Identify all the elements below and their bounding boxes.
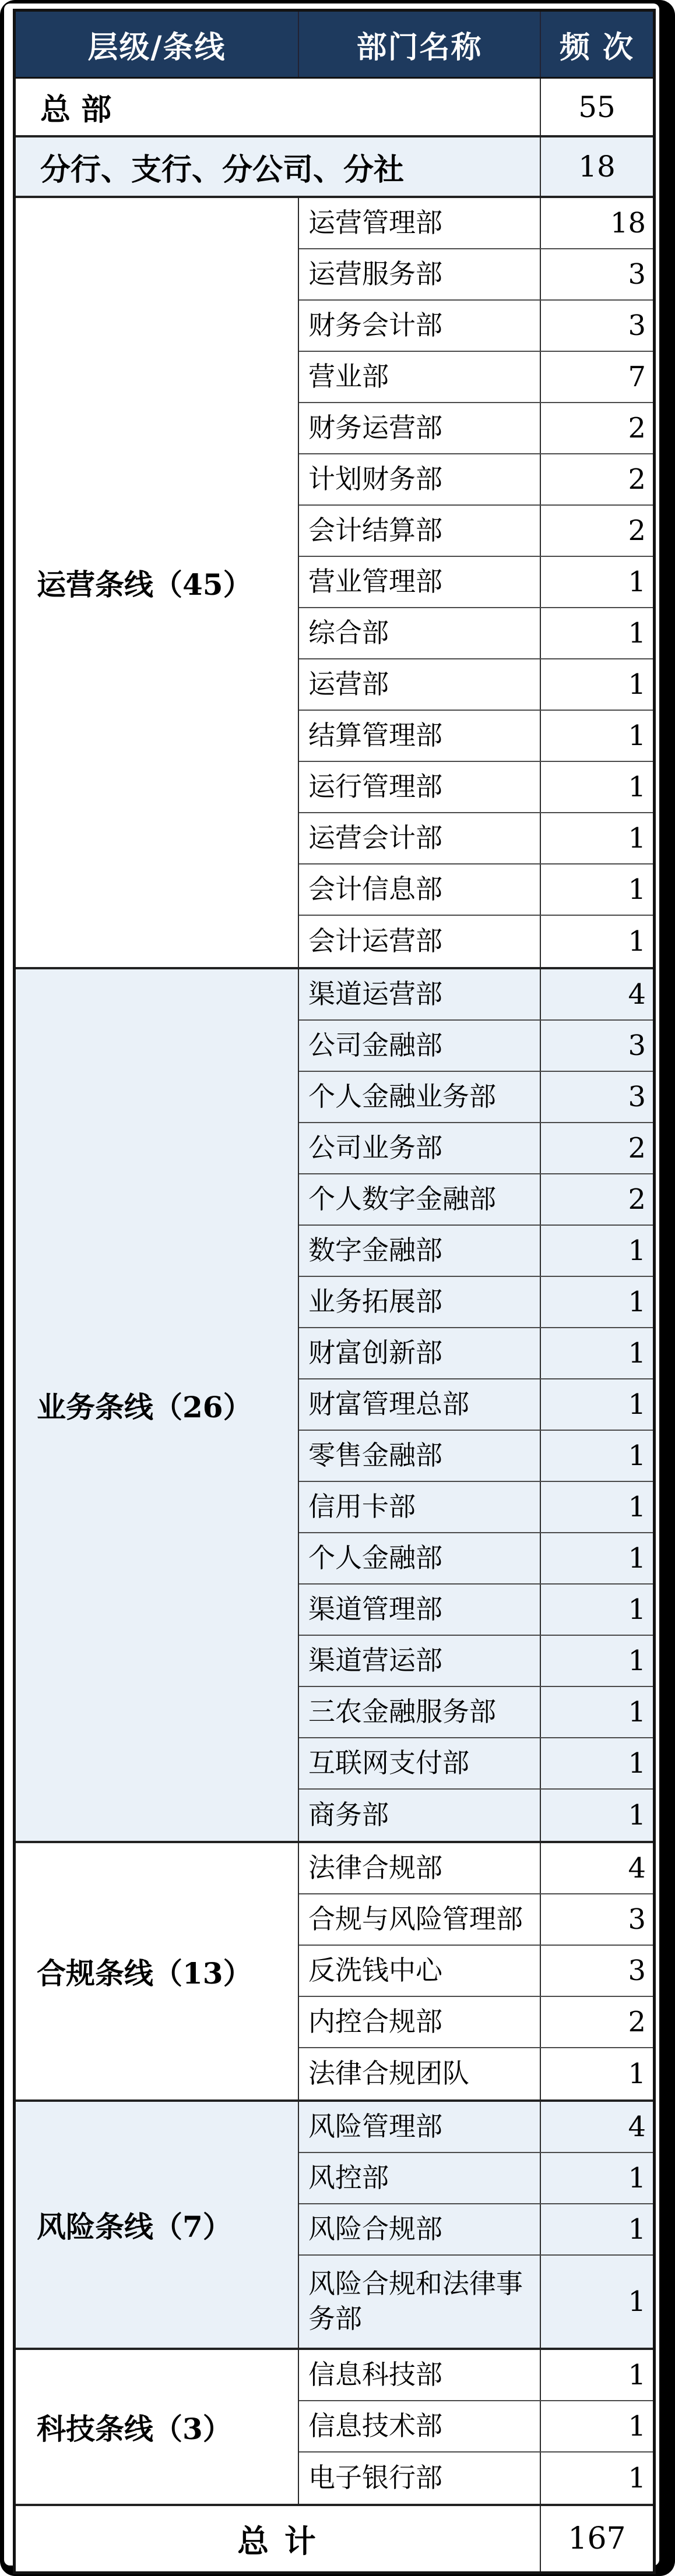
department-row	[299, 1021, 653, 1072]
department-row	[299, 2453, 653, 2504]
header-cell-frequency: 频 次	[559, 29, 635, 65]
frequency-cell: 1	[628, 1799, 646, 1832]
department-name-cell: 个人金融业务部	[299, 1072, 541, 1122]
frequency-cell: 2	[628, 1132, 646, 1165]
department-name-cell: 运营部	[299, 659, 541, 710]
line-section	[16, 1843, 653, 2102]
department-row	[299, 2256, 653, 2348]
header-cell-level-line: 层级/条线	[16, 12, 299, 77]
department-name-cell: 运营会计部	[299, 813, 541, 863]
header-cell-department-name: 部门名称	[299, 12, 541, 77]
department-row	[299, 969, 653, 1021]
department-row	[299, 659, 653, 711]
frequency-cell: 3	[628, 1954, 646, 1987]
department-name-cell: 商务部	[299, 1790, 541, 1841]
frequency-cell: 2	[628, 514, 646, 547]
department-name-cell: 风险管理部	[299, 2102, 541, 2152]
frequency-cell: 3	[628, 1029, 646, 1062]
frequency-cell: 1	[628, 873, 646, 906]
frequency-cell: 3	[628, 1903, 646, 1936]
department-row	[299, 1636, 653, 1687]
frequency-cell: 1	[628, 1645, 646, 1677]
department-row	[299, 557, 653, 608]
frequency-cell: 1	[628, 2058, 646, 2090]
department-row	[299, 1072, 653, 1123]
frequency-cell: 1	[628, 617, 646, 650]
department-name-cell: 财务会计部	[299, 301, 541, 351]
department-row	[299, 1997, 653, 2048]
department-row	[299, 864, 653, 916]
frequency-cell: 1	[628, 1388, 646, 1421]
frequency-cell: 3	[628, 1081, 646, 1113]
line-section	[16, 2102, 653, 2350]
department-row	[299, 403, 653, 454]
department-name-cell: 运营管理部	[299, 198, 541, 248]
department-name-cell: 三农金融服务部	[299, 1687, 541, 1737]
frequency-cell: 1	[628, 2359, 646, 2391]
frequency-cell: 4	[628, 978, 646, 1011]
department-name-cell: 公司金融部	[299, 1021, 541, 1071]
merged-level-row	[16, 137, 653, 198]
department-name-cell: 财富创新部	[299, 1328, 541, 1378]
line-department-rows	[299, 1843, 653, 2099]
department-name-cell: 公司业务部	[299, 1123, 541, 1173]
department-name-cell: 渠道管理部	[299, 1585, 541, 1635]
line-section	[16, 2350, 653, 2506]
department-row	[299, 2401, 653, 2453]
frequency-cell: 55	[578, 90, 616, 124]
department-row	[299, 2102, 653, 2153]
department-row	[299, 249, 653, 301]
department-name-cell: 风控部	[299, 2153, 541, 2203]
department-row	[299, 1738, 653, 1790]
frequency-cell: 4	[628, 2111, 646, 2143]
department-row	[299, 1790, 653, 1841]
department-row	[299, 1585, 653, 1636]
frequency-cell: 18	[578, 150, 616, 184]
department-name-cell: 运行管理部	[299, 762, 541, 812]
department-name-cell: 信息科技部	[299, 2350, 541, 2400]
grand-total-row	[16, 2506, 653, 2571]
department-row	[299, 1431, 653, 1482]
line-label-cell: 风险条线（7）	[16, 2102, 299, 2348]
department-row	[299, 198, 653, 249]
department-row	[299, 1894, 653, 1946]
department-name-cell: 电子银行部	[299, 2453, 541, 2504]
table-body	[16, 79, 653, 2571]
department-name-cell: 零售金融部	[299, 1431, 541, 1481]
frequency-cell: 1	[628, 1234, 646, 1267]
department-name-cell: 风险合规和法律事务部	[299, 2256, 541, 2348]
department-name-cell: 个人金融部	[299, 1533, 541, 1583]
department-row	[299, 1379, 653, 1431]
department-name-cell: 反洗钱中心	[299, 1946, 541, 1996]
department-row	[299, 454, 653, 506]
document-page	[4, 3, 659, 2566]
frequency-cell: 1	[628, 1491, 646, 1523]
frequency-cell: 18	[610, 207, 646, 239]
frequency-cell: 2	[628, 1183, 646, 1216]
department-row	[299, 1946, 653, 1997]
frequency-cell: 1	[628, 1696, 646, 1728]
department-row	[299, 762, 653, 813]
department-row	[299, 1687, 653, 1738]
department-name-cell: 信息技术部	[299, 2401, 541, 2451]
department-name-cell: 财务运营部	[299, 403, 541, 453]
department-name-cell: 信用卡部	[299, 1482, 541, 1532]
department-name-cell: 会计运营部	[299, 916, 541, 967]
department-row	[299, 2153, 653, 2204]
department-name-cell: 数字金融部	[299, 1226, 541, 1276]
grand-total-label-cell: 总 计	[16, 2506, 541, 2571]
level-label-cell: 总 部	[16, 79, 541, 135]
frequency-cell: 1	[628, 2285, 646, 2318]
department-name-cell: 会计信息部	[299, 864, 541, 915]
grand-total-frequency-cell: 167	[568, 2521, 626, 2556]
table-header-row	[16, 12, 653, 79]
line-department-rows	[299, 969, 653, 1841]
frequency-cell: 1	[628, 1542, 646, 1575]
department-row	[299, 1277, 653, 1328]
department-row	[299, 1174, 653, 1226]
department-name-cell: 法律合规团队	[299, 2048, 541, 2099]
frequency-cell: 1	[628, 1439, 646, 1472]
department-name-cell: 渠道运营部	[299, 969, 541, 1019]
level-label-cell: 分行、支行、分公司、分社	[16, 137, 541, 196]
department-name-cell: 营业管理部	[299, 557, 541, 607]
department-row	[299, 711, 653, 762]
line-label-cell: 合规条线（13）	[16, 1843, 299, 2099]
frequency-cell: 1	[628, 668, 646, 701]
department-name-cell: 财富管理总部	[299, 1379, 541, 1430]
department-row	[299, 608, 653, 659]
frequency-cell: 2	[628, 2006, 646, 2038]
department-name-cell: 会计结算部	[299, 506, 541, 556]
frequency-cell: 1	[628, 719, 646, 752]
frequency-cell: 2	[628, 412, 646, 444]
merged-level-row	[16, 79, 653, 137]
department-row	[299, 1482, 653, 1533]
frequency-cell: 1	[628, 2213, 646, 2246]
department-row	[299, 352, 653, 403]
frequency-cell: 1	[628, 1593, 646, 1626]
frequency-cell: 7	[628, 361, 646, 393]
department-name-cell: 渠道营运部	[299, 1636, 541, 1686]
department-row	[299, 2204, 653, 2256]
line-section	[16, 198, 653, 969]
line-department-rows	[299, 2102, 653, 2348]
line-label-cell: 科技条线（3）	[16, 2350, 299, 2504]
frequency-cell: 3	[628, 258, 646, 291]
department-name-cell: 法律合规部	[299, 1843, 541, 1893]
frequency-cell: 1	[628, 2462, 646, 2494]
frequency-cell: 3	[628, 309, 646, 342]
department-name-cell: 风险合规部	[299, 2204, 541, 2254]
line-section	[16, 969, 653, 1843]
department-name-cell: 业务拓展部	[299, 1277, 541, 1327]
frequency-cell: 1	[628, 1747, 646, 1780]
department-row	[299, 1226, 653, 1277]
department-name-cell: 结算管理部	[299, 711, 541, 761]
frequency-cell: 2	[628, 463, 646, 496]
line-department-rows	[299, 2350, 653, 2504]
frequency-table	[13, 9, 656, 2574]
department-row	[299, 506, 653, 557]
department-row	[299, 301, 653, 352]
department-row	[299, 813, 653, 864]
frequency-cell: 1	[628, 2410, 646, 2443]
department-row	[299, 2048, 653, 2099]
department-row	[299, 1843, 653, 1894]
line-label-cell: 业务条线（26）	[16, 969, 299, 1841]
department-name-cell: 运营服务部	[299, 249, 541, 299]
department-name-cell: 综合部	[299, 608, 541, 658]
frequency-cell: 1	[628, 566, 646, 598]
frequency-cell: 1	[628, 771, 646, 803]
department-name-cell: 个人数字金融部	[299, 1174, 541, 1225]
department-name-cell: 计划财务部	[299, 454, 541, 504]
department-name-cell: 合规与风险管理部	[299, 1894, 541, 1945]
department-row	[299, 2350, 653, 2401]
line-label-cell: 运营条线（45）	[16, 198, 299, 967]
frequency-cell: 4	[628, 1852, 646, 1885]
line-department-rows	[299, 198, 653, 967]
department-row	[299, 1328, 653, 1379]
frequency-cell: 1	[628, 2162, 646, 2194]
department-row	[299, 1533, 653, 1585]
department-name-cell: 营业部	[299, 352, 541, 402]
frequency-cell: 1	[628, 925, 646, 958]
department-name-cell: 内控合规部	[299, 1997, 541, 2047]
frequency-cell: 1	[628, 1286, 646, 1318]
frequency-cell: 1	[628, 822, 646, 855]
frequency-cell: 1	[628, 1337, 646, 1370]
department-name-cell: 互联网支付部	[299, 1738, 541, 1788]
department-row	[299, 916, 653, 967]
department-row	[299, 1123, 653, 1174]
